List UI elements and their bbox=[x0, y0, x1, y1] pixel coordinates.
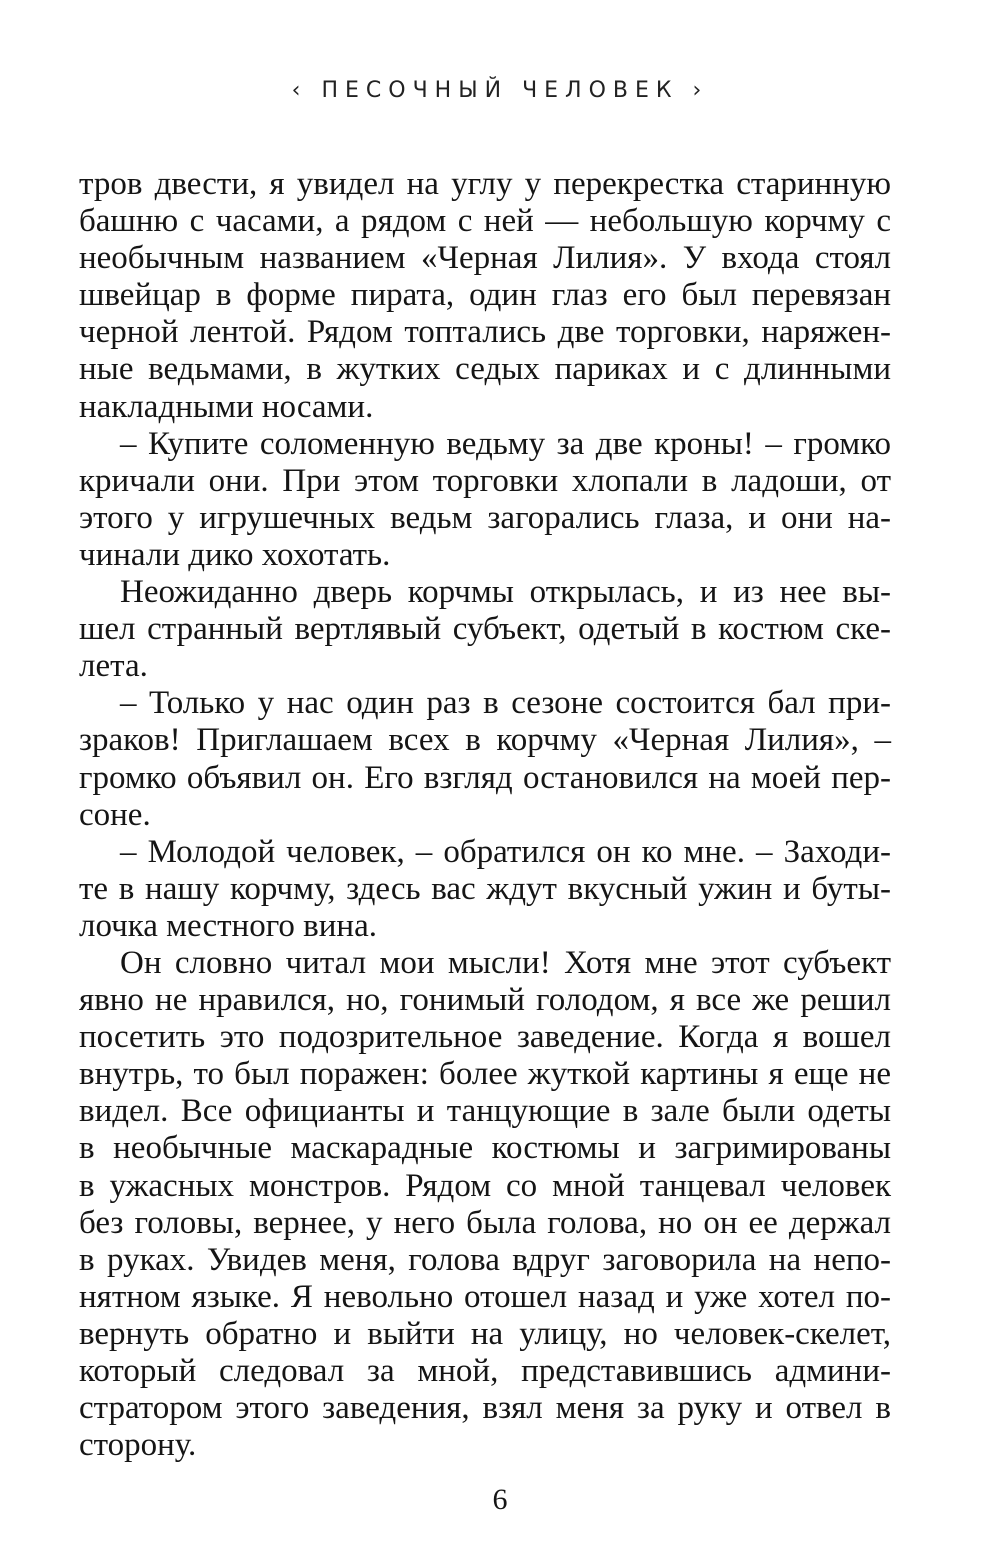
text-line: Он словно читал мои мысли! Хотя мне этот субъект bbox=[120, 944, 891, 981]
text-line: явно не нравился, но, гонимый голодом, я все же решил bbox=[79, 982, 891, 1019]
paragraph bbox=[79, 574, 891, 685]
text-line: ные ведьмами, в жутких седых париках и с длинными bbox=[79, 351, 891, 388]
text-line: – Только у нас один раз в сезоне состоится бал при- bbox=[120, 685, 891, 722]
text-line: башню с часами, а рядом с ней — небольшую корчму с bbox=[79, 203, 891, 240]
text-line: вернуть обратно и выйти на улицу, но человек-скелет, bbox=[79, 1315, 891, 1352]
paragraph bbox=[79, 685, 891, 833]
text-line: стратором этого заведения, взял меня за руку и отвел в bbox=[79, 1390, 891, 1427]
text-line: громко объявил он. Его взгляд остановился на моей пер- bbox=[79, 759, 891, 796]
text-line: чинали дико хохотать. bbox=[79, 536, 391, 573]
text-line: швейцар в форме пирата, один глаз его был перевязан bbox=[79, 277, 891, 314]
text-line: посетить это подозрительное заведение. Когда я вошел bbox=[79, 1019, 891, 1056]
text-line: в руках. Увидев меня, голова вдруг заговорила на непо- bbox=[79, 1241, 891, 1278]
text-line: лета. bbox=[79, 648, 148, 685]
text-line: кричали они. При этом торговки хлопали в ладоши, от bbox=[79, 462, 891, 499]
text-line: соне. bbox=[79, 796, 151, 833]
text-line: лочка местного вина. bbox=[79, 907, 377, 944]
text-line: – Молодой человек, – обратился он ко мне. – Заходи- bbox=[120, 833, 891, 870]
text-line: необычным названием «Черная Лилия». У входа стоял bbox=[79, 240, 891, 277]
text-line: сторону. bbox=[79, 1427, 197, 1464]
text-line: шел странный вертлявый субъект, одетый в костюм ске- bbox=[79, 611, 891, 648]
text-line: черной лентой. Рядом топтались две торговки, наряжен- bbox=[79, 314, 891, 351]
paragraph bbox=[79, 945, 891, 1464]
text-line: без головы, вернее, у него была голова, но он ее держал bbox=[79, 1204, 891, 1241]
running-header: ‹ ПЕСОЧНЫЙ ЧЕЛОВЕК › bbox=[291, 78, 709, 103]
paragraph bbox=[79, 426, 891, 574]
text-line: зраков! Приглашаем всех в корчму «Черная Лилия», – bbox=[79, 722, 891, 759]
paragraph bbox=[79, 166, 891, 426]
page-number: 6 bbox=[492, 1483, 508, 1516]
text-line: нятном языке. Я невольно отошел назад и уже хотел по- bbox=[79, 1278, 891, 1315]
text-line: – Купите соломенную ведьму за две кроны! – громко bbox=[120, 425, 891, 462]
text-line: видел. Все официанты и танцующие в зале были одеты bbox=[79, 1093, 891, 1130]
paragraph bbox=[79, 834, 891, 945]
text-line: тров двести, я увидел на углу у перекрестка старинную bbox=[79, 166, 891, 202]
body-text bbox=[79, 166, 891, 1464]
text-line: накладными носами. bbox=[79, 388, 374, 425]
text-line: который следовал за мной, представившись админи- bbox=[79, 1353, 891, 1389]
text-line: в необычные маскарадные костюмы и загримированы bbox=[79, 1130, 891, 1167]
text-line: Неожиданно дверь корчмы открылась, и из нее вы- bbox=[120, 574, 891, 611]
text-line: в ужасных монстров. Рядом со мной танцевал человек bbox=[79, 1167, 891, 1204]
text-line: внутрь, то был поражен: более жуткой картины я еще не bbox=[79, 1056, 891, 1093]
text-line: этого у игрушечных ведьм загорались глаза, и они на- bbox=[79, 499, 891, 536]
text-line: те в нашу корчму, здесь вас ждут вкусный ужин и буты- bbox=[79, 870, 891, 907]
